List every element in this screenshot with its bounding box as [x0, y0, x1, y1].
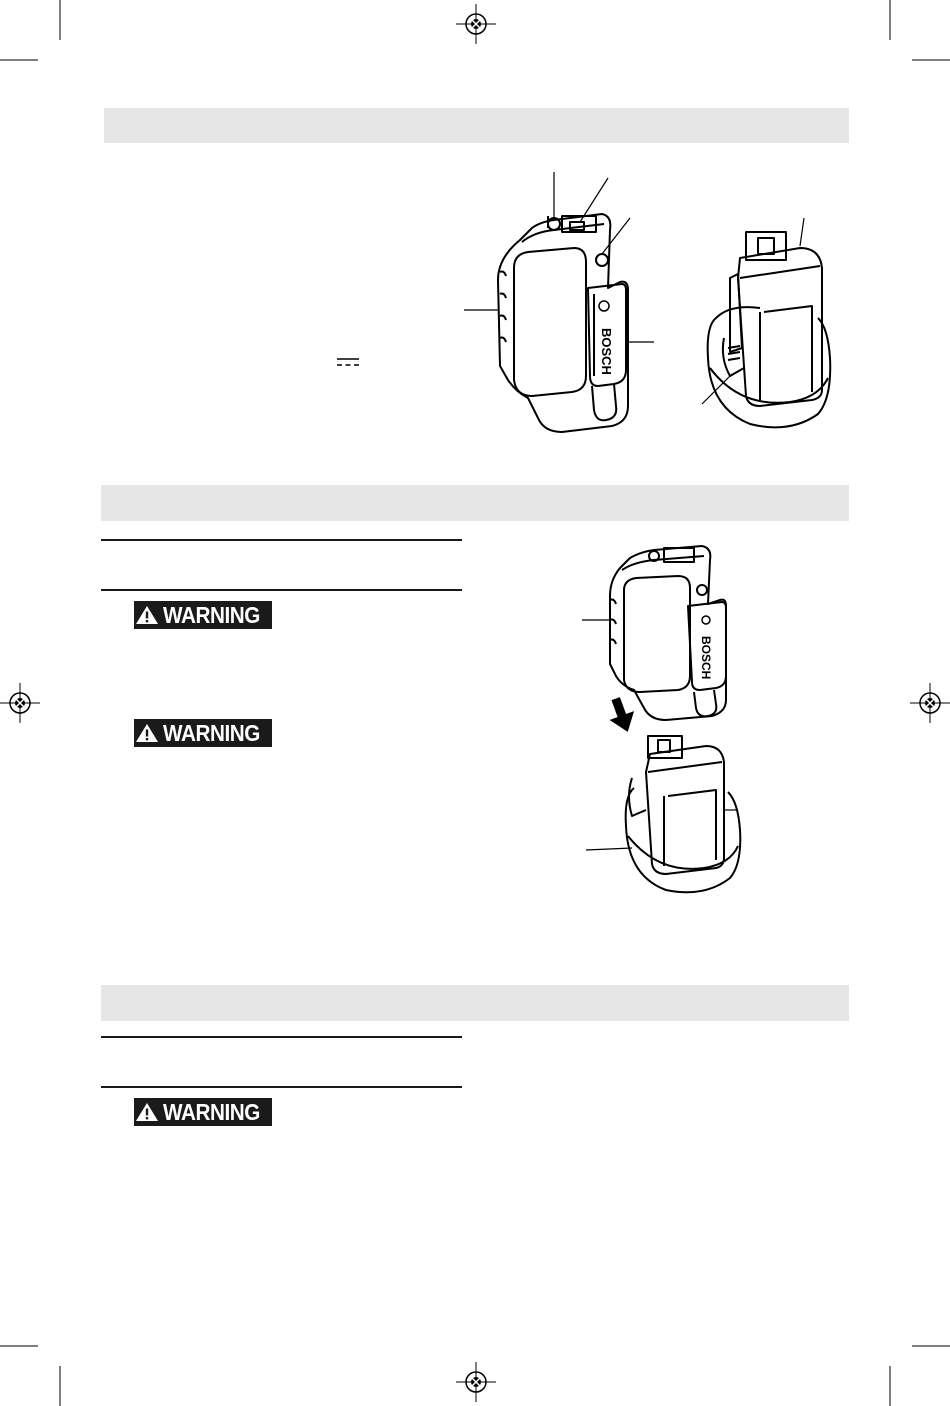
insertion-illustration — [570, 540, 750, 900]
registration-mark-icon — [456, 4, 496, 44]
dc-current-icon — [337, 357, 359, 367]
subsection-rule — [101, 539, 462, 541]
battery-base-illustration — [700, 218, 840, 448]
insert-brand-text: BOSCH — [699, 636, 713, 680]
charger-illustration — [462, 170, 662, 440]
registration-mark-icon — [910, 683, 950, 723]
warning-text: WARNING — [163, 601, 261, 628]
section-header-band-3 — [101, 985, 849, 1021]
subsection-rule — [101, 1086, 462, 1088]
registration-mark-icon — [456, 1362, 496, 1402]
section-header-band-2 — [101, 485, 849, 521]
warning-label — [134, 601, 272, 629]
subsection-rule — [101, 589, 462, 591]
registration-mark-icon — [0, 683, 40, 723]
warning-label — [134, 1098, 272, 1126]
warning-text: WARNING — [163, 719, 261, 746]
section-header-band-1 — [104, 108, 849, 143]
subsection-rule — [101, 1036, 462, 1038]
warning-text: WARNING — [163, 1098, 261, 1125]
warning-triangle-icon — [135, 605, 159, 625]
warning-triangle-icon — [135, 1102, 159, 1122]
insert-arrow-icon — [605, 695, 639, 735]
charger-brand-text: BOSCH — [599, 328, 614, 375]
warning-triangle-icon — [135, 723, 159, 743]
warning-label — [134, 719, 272, 747]
